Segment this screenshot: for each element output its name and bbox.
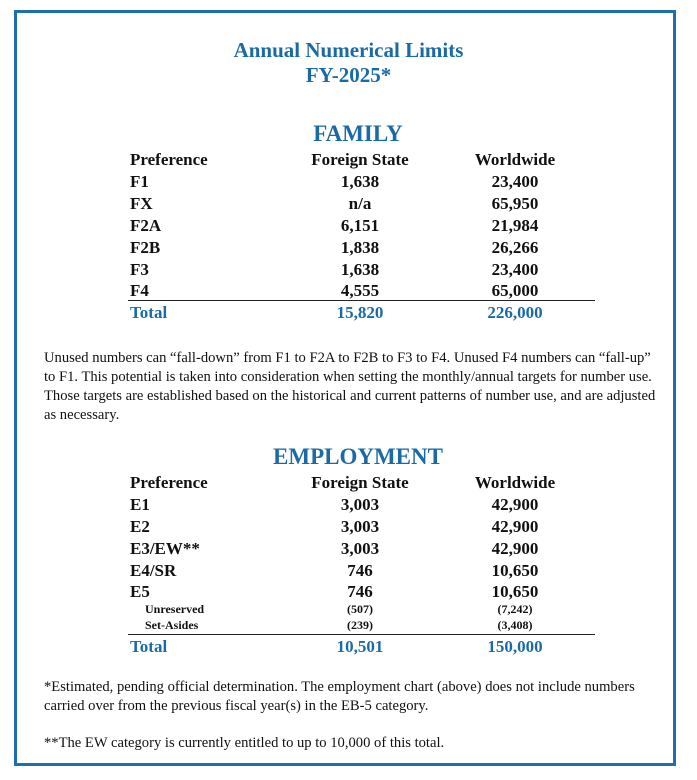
family-row-pref: F2A <box>130 216 162 235</box>
page-subtitle: FY-2025* <box>305 63 392 87</box>
employment-total-rule <box>128 634 595 635</box>
family-row-pref: F1 <box>130 172 149 191</box>
employment-subrow-foreign: (239) <box>347 618 373 632</box>
employment-header-worldwide: Worldwide <box>474 473 556 492</box>
employment-row-foreign: 746 <box>347 582 373 601</box>
family-header-foreign-state: Foreign State <box>311 150 409 169</box>
family-row-pref: F3 <box>130 260 149 279</box>
family-total-foreign: 15,820 <box>336 303 384 322</box>
employment-subrow-pref: Set-Asides <box>145 618 199 632</box>
family-row-foreign: 1,638 <box>340 172 380 191</box>
employment-row-world: 10,650 <box>491 561 539 580</box>
employment-row-foreign: 3,003 <box>340 539 380 558</box>
employment-row-foreign: 746 <box>347 561 373 580</box>
family-row-world: 23,400 <box>491 260 539 279</box>
employment-header-preference: Preference <box>130 473 208 492</box>
family-row-world: 65,000 <box>491 281 539 300</box>
family-row-foreign: 1,838 <box>340 238 380 257</box>
employment-row-pref: E2 <box>130 517 150 536</box>
employment-row-world: 42,900 <box>491 539 539 558</box>
family-total-rule <box>128 300 595 301</box>
family-header-worldwide: Worldwide <box>474 150 556 169</box>
family-row-world: 23,400 <box>491 172 539 191</box>
family-row-foreign: 1,638 <box>340 260 380 279</box>
family-row-pref: F4 <box>130 281 149 300</box>
family-row-foreign: 4,555 <box>340 281 380 300</box>
employment-row-world: 10,650 <box>491 582 539 601</box>
page-title: Annual Numerical Limits <box>233 38 464 62</box>
family-row-pref: F2B <box>130 238 161 257</box>
employment-row-foreign: 3,003 <box>340 517 380 536</box>
footnote-ew-category: **The EW category is currently entitled to up to 10,000 of this total. <box>44 735 445 751</box>
family-note: Unused numbers can “fall-down” from F1 to F2A to F2B to F3 to F4. Unused F4 numbers can “fall-up” to F1. This potential is taken into consideration when setting the monthly/annual targets for number use. Those targets are established based on the historical and current patterns of number use, and are adjusted as necessary. <box>44 350 656 423</box>
footnote-estimated: *Estimated, pending official determination. The employment chart (above) does not include numbers carried over from the previous fiscal year(s) in the EB-5 category. <box>44 679 635 714</box>
employment-row-pref: E3/EW** <box>130 539 200 558</box>
employment-subrow-world: (7,242) <box>497 602 533 616</box>
employment-row-pref: E5 <box>130 582 150 601</box>
family-section-title: FAMILY <box>313 121 403 146</box>
employment-total-world: 150,000 <box>487 637 543 656</box>
employment-row-world: 42,900 <box>491 495 539 514</box>
family-row-world: 21,984 <box>491 216 539 235</box>
employment-total-foreign: 10,501 <box>336 637 384 656</box>
family-header-preference: Preference <box>130 150 208 169</box>
family-row-foreign: n/a <box>348 194 372 213</box>
family-row-world: 26,266 <box>491 238 539 257</box>
employment-header-foreign-state: Foreign State <box>311 473 409 492</box>
family-total-world: 226,000 <box>487 303 543 322</box>
employment-row-world: 42,900 <box>491 517 539 536</box>
employment-section-title: EMPLOYMENT <box>273 444 443 469</box>
employment-row-pref: E1 <box>130 495 150 514</box>
family-row-world: 65,950 <box>491 194 539 213</box>
employment-subrow-pref: Unreserved <box>145 602 205 616</box>
family-row-pref: FX <box>130 194 153 213</box>
employment-row-foreign: 3,003 <box>340 495 380 514</box>
employment-row-pref: E4/SR <box>130 561 177 580</box>
family-row-foreign: 6,151 <box>340 216 380 235</box>
employment-subrow-foreign: (507) <box>347 602 373 616</box>
employment-subrow-world: (3,408) <box>497 618 533 632</box>
family-total-label: Total <box>130 303 168 322</box>
employment-total-label: Total <box>130 637 168 656</box>
